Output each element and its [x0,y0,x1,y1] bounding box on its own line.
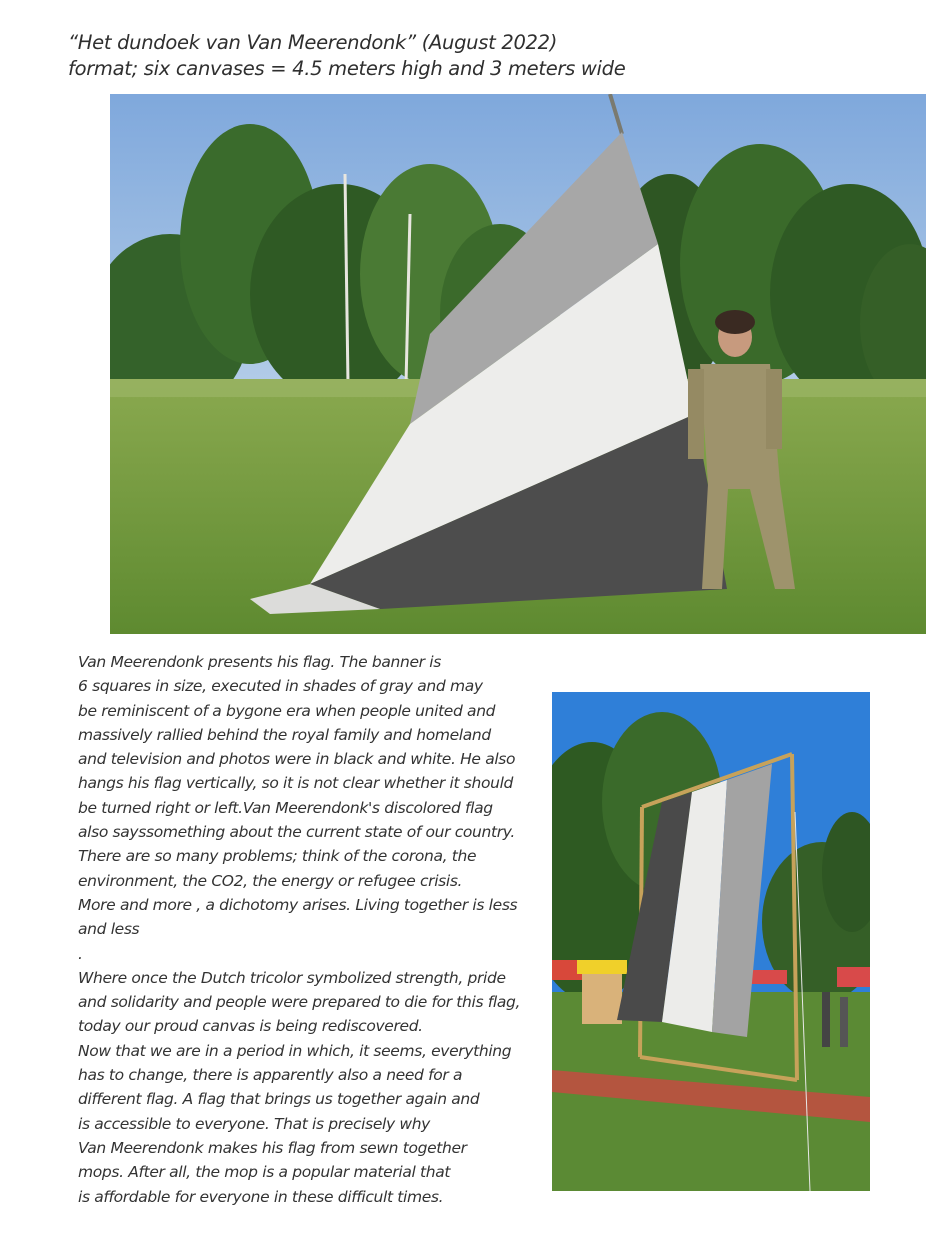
side-photo [552,692,870,1191]
body-line: be turned right or left.Van Meerendonk's discolored flag [78,798,493,817]
body-line: and television and photos were in black and white. He also [78,750,516,769]
body-line: is affordable for everyone in these difficult times. [78,1187,444,1206]
body-line: 6 squares in size, executed in shades of gray and may [78,677,483,696]
body-line: Van Meerendonk makes his flag from sewn together [78,1138,467,1157]
body-line: has to change, there is apparently also a need for a [78,1066,463,1085]
body-line: different flag. A flag that brings us together again and [78,1090,480,1109]
main-photo-illustration [110,94,926,634]
body-line: More and more , a dichotomy arises. Living together is less [78,895,518,914]
body-line: environment, the CO2, the energy or refugee crisis. [78,871,463,890]
body-text [78,650,548,1209]
body-line: also sayssomething about the current state of our country. [78,823,515,842]
body-line: There are so many problems; think of the corona, the [78,847,477,866]
body-line: today our proud canvas is being rediscovered. [78,1017,423,1036]
page-title [68,30,928,82]
body-line: mops. After all, the mop is a popular material that [78,1163,451,1182]
body-line: Where once the Dutch tricolor symbolized strength, pride [78,968,506,987]
body-line: is accessible to everyone. That is precisely why [78,1114,430,1133]
body-line: . [78,944,83,963]
body-line: Van Meerendonk presents his flag. The banner is [78,653,441,671]
body-line: and solidarity and people were prepared to die for this flag, [78,993,521,1012]
body-line: Now that we are in a period in which, it seems, everything [78,1041,512,1060]
title-line-1: “Het dundoek van Van Meerendonk” (August 2022) [68,31,558,54]
body-line: be reminiscent of a bygone era when people united and [78,701,496,720]
main-photo [110,94,926,634]
side-photo-illustration [552,692,870,1191]
body-line: hangs his flag vertically, so it is not clear whether it should [78,774,514,793]
title-line-2: format; six canvases = 4.5 meters high and 3 meters wide [68,57,626,80]
body-line: and less [78,920,140,939]
body-line: massively rallied behind the royal family and homeland [78,725,491,744]
